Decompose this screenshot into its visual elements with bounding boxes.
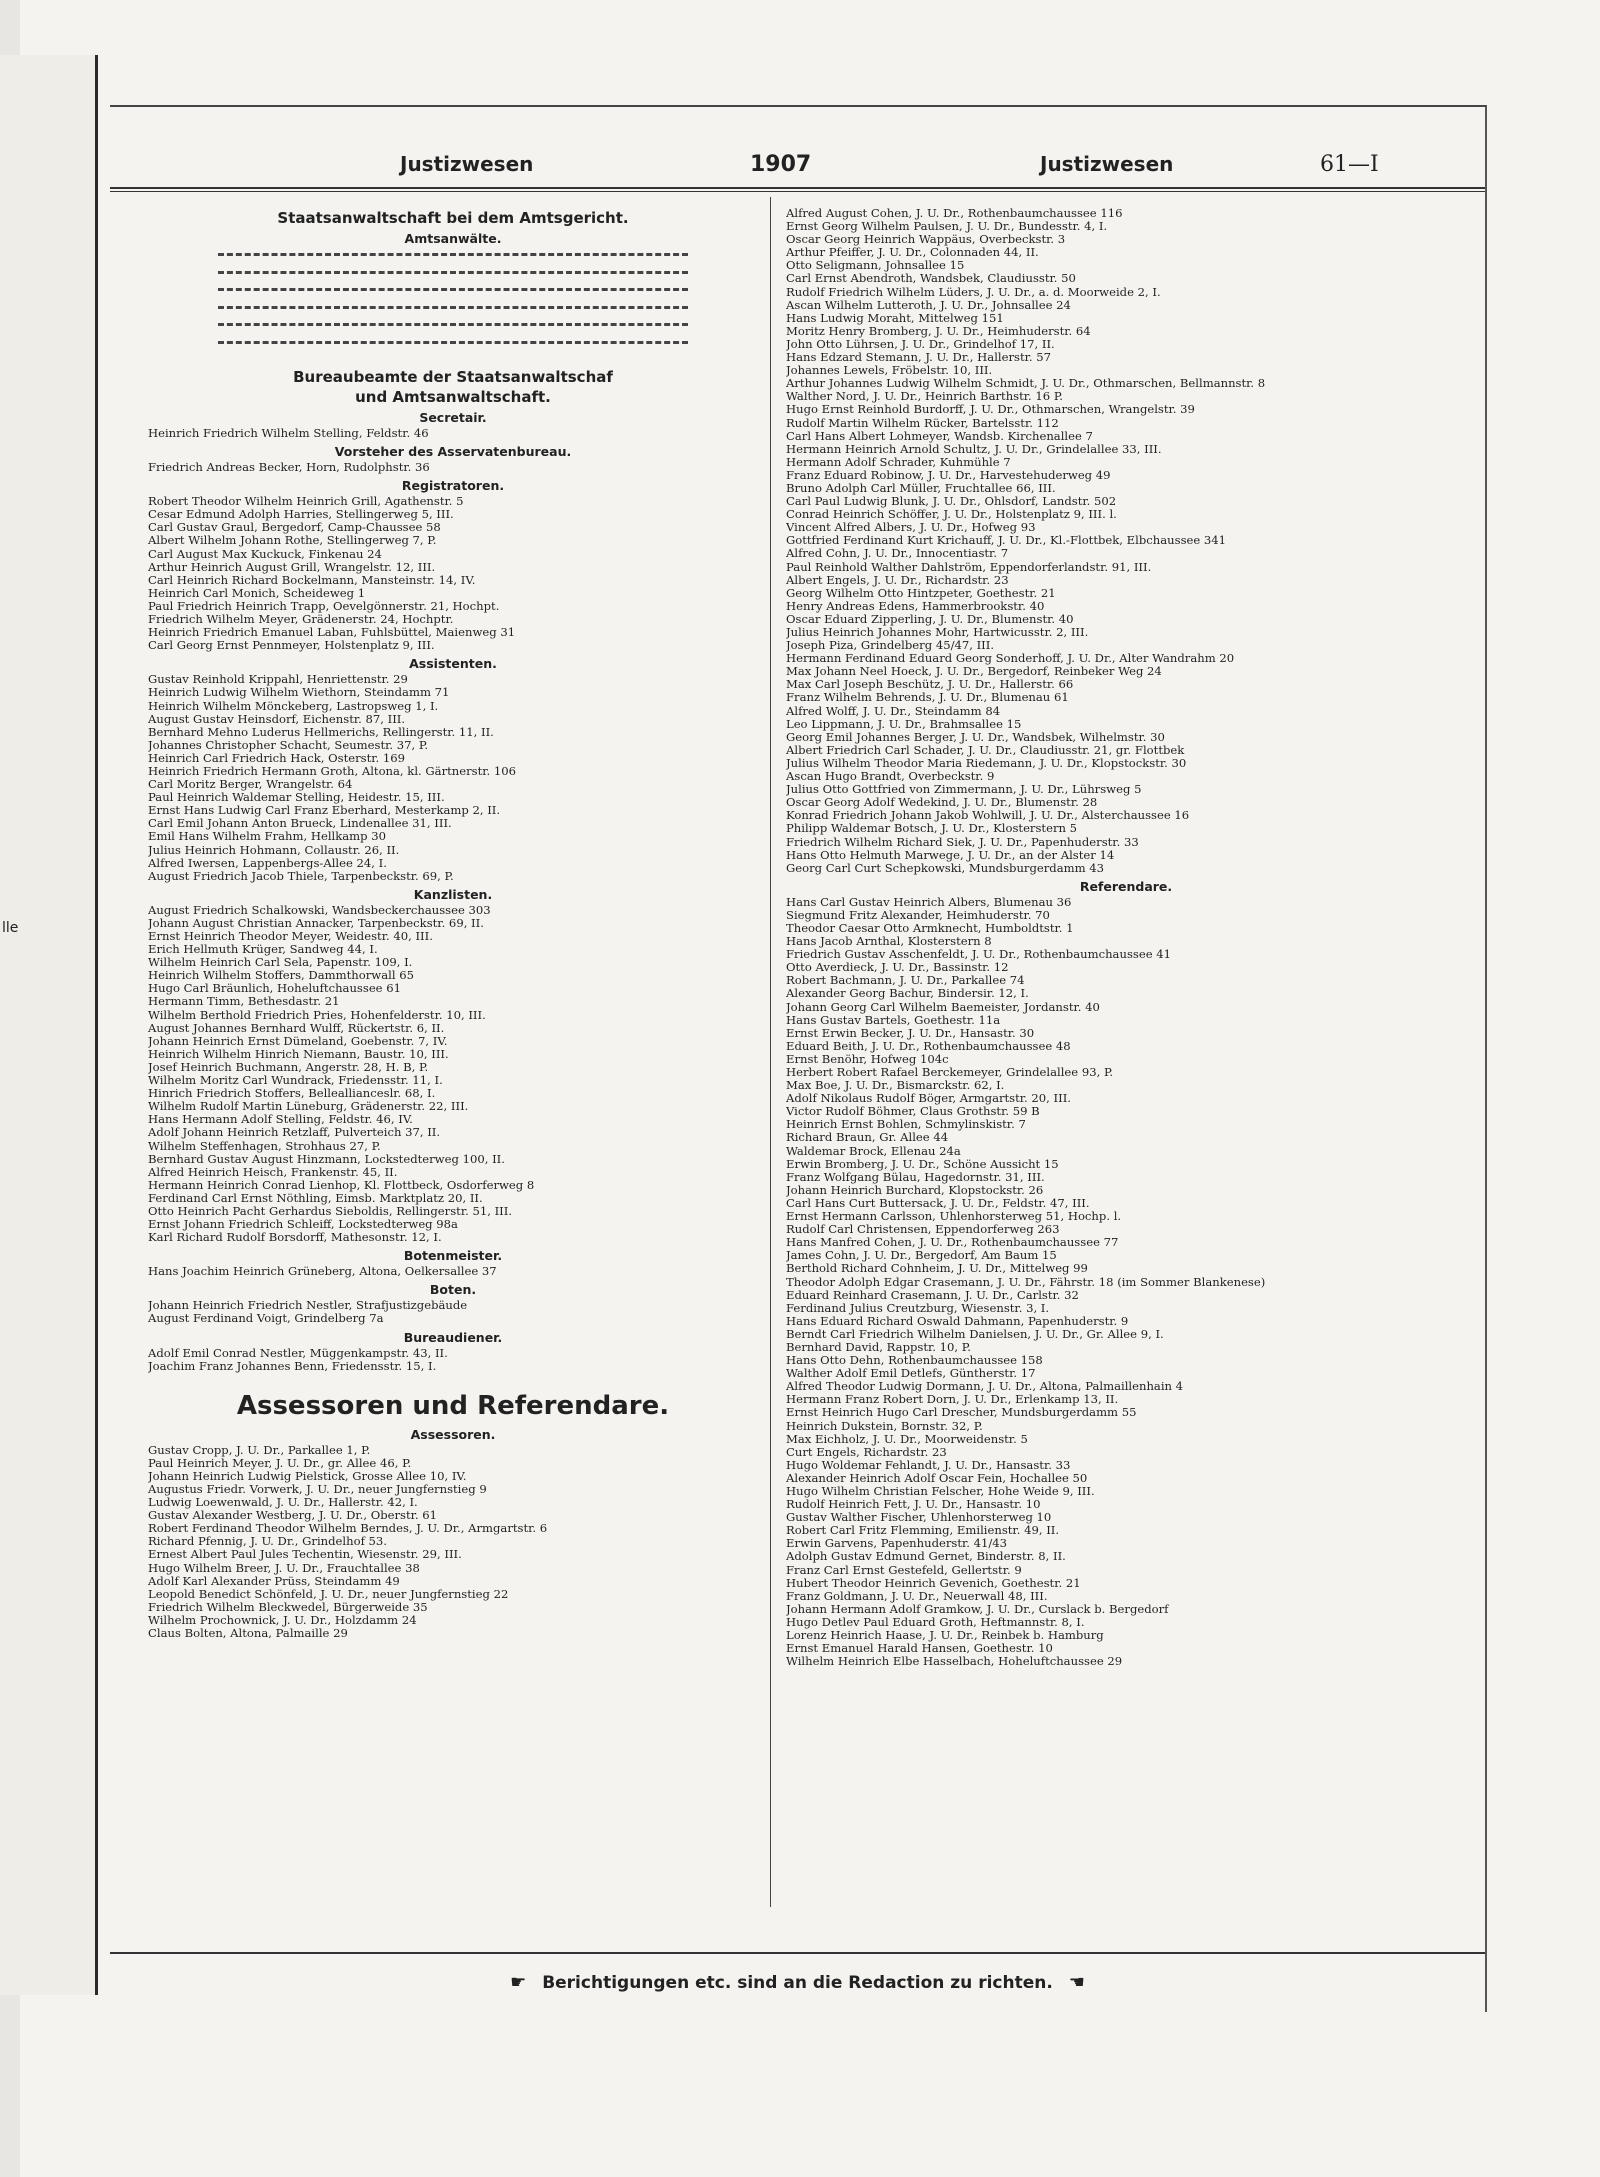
right-column — [786, 207, 1466, 1668]
header-left: Justizwesen — [400, 152, 534, 176]
list-item: Franz Wilhelm Behrends, J. U. Dr., Blumenau 61 — [786, 691, 1069, 705]
list-item: Georg Emil Johannes Berger, J. U. Dr., Wandsbek, Wilhelmstr. 30 — [786, 730, 1165, 744]
referendare-list — [786, 896, 1466, 1669]
list-item: Ascan Hugo Brandt, Overbeckstr. 9 — [786, 770, 995, 784]
list-item: Johann Heinrich Ludwig Pielstick, Grosse Allee 10, IV. — [148, 1469, 467, 1483]
list-item: Carl Moritz Berger, Wrangelstr. 64 — [148, 778, 353, 792]
vorsteher-list — [148, 461, 758, 474]
list-item: Ernst Heinrich Theodor Meyer, Weidestr. 40, III. — [148, 930, 433, 943]
list-item: Erich Hellmuth Krüger, Sandweg 44, I. — [148, 943, 378, 957]
list-item: Hans Otto Helmuth Marwege, J. U. Dr., an der Alster 14 — [786, 848, 1115, 862]
list-item: Wilhelm Berthold Friedrich Pries, Hohenfelderstr. 10, III. — [148, 1008, 486, 1022]
assistenten-list — [148, 673, 758, 883]
list-item: Carl August Max Kuckuck, Finkenau 24 — [148, 547, 382, 561]
list-item: Georg Carl Curt Schepkowski, Mundsburgerdamm 43 — [786, 861, 1105, 875]
subsection-title: Referendare. — [1079, 878, 1173, 894]
header-year: 1907 — [750, 152, 812, 177]
list-item: Heinrich Friedrich Wilhelm Stelling, Feldstr. 46 — [148, 427, 429, 440]
list-item: Hans Eduard Richard Oswald Dahmann, Papenhuderstr. 9 — [786, 1314, 1129, 1328]
subsection-title: Bureaudiener. — [403, 1329, 503, 1345]
list-item: Friedrich Wilhelm Richard Siek, J. U. Dr., Papenhuderstr. 33 — [786, 835, 1139, 849]
bureaudiener-list — [148, 1347, 758, 1373]
pointing-hand-icon: ☛ — [510, 1972, 527, 1993]
list-item: Walther Adolf Emil Detlefs, Güntherstr. 17 — [786, 1367, 1036, 1381]
list-item: Gustav Walther Fischer, Uhlenhorsterweg 10 — [786, 1511, 1052, 1525]
list-item: Albert Wilhelm Johann Rothe, Stellingerweg 7, P. — [148, 534, 437, 548]
list-item: Henry Andreas Edens, Hammerbrookstr. 40 — [786, 599, 1045, 613]
list-item: Bernhard Gustav August Hinzmann, Lockstedterweg 100, II. — [148, 1152, 505, 1166]
list-item: Hubert Theodor Heinrich Gevenich, Goethestr. 21 — [786, 1576, 1081, 1590]
section-title: Bureaubeamte der Staatsanwaltschaf — [293, 368, 613, 386]
list-item: Alexander Heinrich Adolf Oscar Fein, Hochallee 50 — [786, 1471, 1088, 1485]
list-item: Julius Heinrich Johannes Mohr, Hartwicusstr. 2, III. — [786, 626, 1089, 639]
list-item: Johann Heinrich Burchard, Klopstockstr. 26 — [786, 1183, 1044, 1197]
list-item: Gottfried Ferdinand Kurt Krichauff, J. U. Dr., Kl.-Flottbek, Elbchaussee 341 — [786, 534, 1227, 548]
list-item: Carl Gustav Graul, Bergedorf, Camp-Chaussee 58 — [148, 521, 441, 535]
list-item: Julius Heinrich Hohmann, Collaustr. 26, II. — [148, 843, 400, 857]
list-item: Heinrich Carl Friedrich Hack, Osterstr. 169 — [148, 751, 406, 765]
list-item: Hugo Wilhelm Breer, J. U. Dr., Frauchtallee 38 — [148, 1561, 420, 1575]
list-item: August Johannes Bernhard Wulff, Rückertstr. 6, II. — [148, 1021, 445, 1035]
subsection-title: Botenmeister. — [403, 1248, 503, 1264]
list-item: Paul Reinhold Walther Dahlström, Eppendorferlandstr. 91, III. — [786, 560, 1152, 574]
botenmeister-list — [148, 1265, 758, 1278]
subsection-title: Kanzlisten. — [413, 886, 493, 902]
list-item: Ascan Wilhelm Lutteroth, J. U. Dr., Johnsallee 24 — [786, 298, 1071, 312]
list-item: Claus Bolten, Altona, Palmaille 29 — [148, 1627, 348, 1641]
list-item: Hermann Franz Robert Dorn, J. U. Dr., Erlenkamp 13, II. — [786, 1393, 1119, 1407]
list-item: Johann August Christian Annacker, Tarpenbeckstr. 69, II. — [148, 916, 484, 930]
list-item: Paul Friedrich Heinrich Trapp, Oevelgönnerstr. 21, Hochpt. — [148, 599, 500, 613]
list-item: Carl Heinrich Richard Bockelmann, Mansteinstr. 14, IV. — [148, 573, 476, 587]
list-item: Ernst Benöhr, Hofweg 104c — [786, 1052, 949, 1066]
list-item: Otto Heinrich Pacht Gerhardus Sieboldis, Rellingerstr. 51, III. — [148, 1204, 513, 1218]
subsection-title: Vorsteher des Asservatenbureau. — [334, 444, 572, 460]
list-item: Adolf Emil Conrad Nestler, Müggenkampstr. 43, II. — [148, 1346, 448, 1360]
list-item: Heinrich Ernst Bohlen, Schmylinskistr. 7 — [786, 1118, 1026, 1132]
kanzlisten-list — [148, 904, 758, 1244]
list-item: Heinrich Dukstein, Bornstr. 32, P. — [786, 1419, 983, 1433]
list-item: Hans Edzard Stemann, J. U. Dr., Hallerstr. 57 — [786, 351, 1052, 365]
subsection-title: Assessoren. — [410, 1426, 496, 1442]
header-rule — [110, 187, 1485, 192]
list-item: Johann Hermann Adolf Gramkow, J. U. Dr., Curslack b. Bergedorf — [786, 1602, 1169, 1616]
list-item: Joseph Piza, Grindelberg 45/47, III. — [786, 639, 995, 653]
header-page-number: 61—I — [1320, 152, 1379, 177]
list-item: Gustav Cropp, J. U. Dr., Parkallee 1, P. — [148, 1443, 371, 1457]
list-item: Johann Heinrich Friedrich Nestler, Strafjustizgebäude — [148, 1299, 468, 1313]
list-item: Bernhard David, Rappstr. 10, P. — [786, 1340, 971, 1354]
list-item: Bruno Adolph Carl Müller, Fruchtallee 66, III. — [786, 481, 1056, 495]
chapter-title: Assessoren und Referendare. — [236, 1390, 670, 1421]
list-item: Paul Heinrich Waldemar Stelling, Heidestr. 15, III. — [148, 791, 445, 805]
list-item: Walther Nord, J. U. Dr., Heinrich Barthstr. 16 P. — [786, 390, 1063, 404]
list-item: Carl Georg Ernst Pennmeyer, Holstenplatz 9, III. — [148, 639, 435, 653]
list-item: Julius Wilhelm Theodor Maria Riedemann, J. U. Dr., Klopstockstr. 30 — [786, 756, 1187, 770]
boten-list — [148, 1299, 758, 1325]
list-item: Friedrich Andreas Becker, Horn, Rudolphstr. 36 — [148, 461, 430, 475]
list-item: James Cohn, J. U. Dr., Bergedorf, Am Baum 15 — [786, 1249, 1057, 1263]
list-item: Robert Ferdinand Theodor Wilhelm Berndes, J. U. Dr., Armgartstr. 6 — [148, 1522, 548, 1536]
list-item: Franz Carl Ernst Gestefeld, Gellertstr. 9 — [786, 1563, 1022, 1577]
list-item: Joachim Franz Johannes Benn, Friedensstr. 15, I. — [148, 1359, 437, 1373]
footer-notice — [110, 1972, 1485, 1993]
list-item: Theodor Caesar Otto Armknecht, Humboldtstr. 1 — [786, 921, 1074, 935]
pointing-hand-icon: ☚ — [1068, 1972, 1085, 1993]
list-item: Hugo Wilhelm Christian Felscher, Hohe Weide 9, III. — [786, 1485, 1095, 1498]
list-item: Leo Lippmann, J. U. Dr., Brahmsallee 15 — [786, 717, 1022, 731]
subsection-title: Registratoren. — [401, 478, 505, 494]
list-item: Hugo Ernst Reinhold Burdorff, J. U. Dr., Othmarschen, Wrangelstr. 39 — [786, 403, 1195, 417]
list-item: Hermann Ferdinand Eduard Georg Sonderhoff, J. U. Dr., Alter Wandrahm 20 — [786, 652, 1235, 666]
list-item: Adolph Gustav Edmund Gernet, Binderstr. 8, II. — [786, 1550, 1066, 1564]
list-item: Johann Georg Carl Wilhelm Baemeister, Jordanstr. 40 — [786, 1000, 1100, 1014]
registratoren-list — [148, 495, 758, 652]
list-item: Erwin Garvens, Papenhuderstr. 41/43 — [786, 1537, 1008, 1551]
list-item: Wilhelm Moritz Carl Wundrack, Friedensstr. 11, I. — [148, 1074, 443, 1088]
list-item: Berndt Carl Friedrich Wilhelm Danielsen, J. U. Dr., Gr. Allee 9, I. — [786, 1327, 1164, 1341]
list-item: Wilhelm Rudolf Martin Lüneburg, Grädenerstr. 22, III. — [148, 1100, 469, 1114]
assessoren-list — [148, 1444, 758, 1640]
list-item: Hans Otto Dehn, Rothenbaumchaussee 158 — [786, 1354, 1043, 1368]
list-item: Ernst Emanuel Harald Hansen, Goethestr. 10 — [786, 1642, 1053, 1656]
blank-dash-lines — [218, 253, 688, 358]
subsection-title: Assistenten. — [409, 656, 497, 672]
list-item: Oscar Georg Heinrich Wappäus, Overbeckstr. 3 — [786, 233, 1066, 247]
list-item: Alfred Iwersen, Lappenbergs-Allee 24, I. — [148, 856, 387, 870]
list-item: Georg Wilhelm Otto Hintzpeter, Goethestr. 21 — [786, 586, 1056, 600]
list-item: Hugo Detlev Paul Eduard Groth, Heftmannstr. 8, I. — [786, 1615, 1085, 1629]
list-item: Rudolf Martin Wilhelm Rücker, Bartelsstr. 112 — [786, 416, 1059, 430]
list-item: Herbert Robert Rafael Berckemeyer, Grindelallee 93, P. — [786, 1066, 1114, 1079]
list-item: Johann Heinrich Ernst Dümeland, Goebenstr. 7, IV. — [148, 1034, 448, 1048]
list-item: Victor Rudolf Böhmer, Claus Grothstr. 59 B — [786, 1105, 1040, 1119]
list-item: Hans Jacob Arnthal, Klosterstern 8 — [786, 935, 992, 949]
list-item: Hinrich Friedrich Stoffers, Belleallianceslr. 68, I. — [148, 1087, 436, 1101]
list-item: Rudolf Carl Christensen, Eppendorferweg 263 — [786, 1223, 1060, 1237]
list-item: Augustus Friedr. Vorwerk, J. U. Dr., neuer Jungfernstieg 9 — [148, 1483, 487, 1496]
list-item: Conrad Heinrich Schöffer, J. U. Dr., Holstenplatz 9, III. l. — [786, 508, 1117, 522]
list-item: Lorenz Heinrich Haase, J. U. Dr., Reinbek b. Hamburg — [786, 1629, 1104, 1643]
list-item: August Ferdinand Voigt, Grindelberg 7a — [148, 1312, 384, 1326]
section-title: Staatsanwaltschaft bei dem Amtsgericht. — [277, 209, 629, 227]
list-item: Hugo Carl Bräunlich, Hoheluftchaussee 61 — [148, 982, 401, 996]
list-item: Ernest Albert Paul Jules Techentin, Wiesenstr. 29, III. — [148, 1548, 462, 1562]
section-title: und Amtsanwaltschaft. — [355, 388, 551, 406]
list-item: Max Boe, J. U. Dr., Bismarckstr. 62, I. — [786, 1079, 1005, 1093]
list-item: Ernst Heinrich Hugo Carl Drescher, Mundsburgerdamm 55 — [786, 1406, 1137, 1420]
subsection-title: Secretair. — [419, 410, 487, 425]
list-item: Alexander Georg Bachur, Bindersir. 12, I. — [786, 987, 1029, 1001]
list-item: Friedrich Gustav Asschenfeldt, J. U. Dr., Rothenbaumchaussee 41 — [786, 948, 1171, 962]
list-item: Richard Pfennig, J. U. Dr., Grindelhof 53. — [148, 1535, 387, 1549]
list-item: Waldemar Brock, Ellenau 24a — [786, 1144, 961, 1158]
list-item: Karl Richard Rudolf Borsdorff, Mathesonstr. 12, I. — [148, 1231, 442, 1245]
list-item: Moritz Henry Bromberg, J. U. Dr., Heimhuderstr. 64 — [786, 324, 1091, 338]
list-item: Franz Goldmann, J. U. Dr., Neuerwall 48, III. — [786, 1589, 1048, 1603]
list-item: Johannes Christopher Schacht, Seumestr. 37, P. — [148, 738, 429, 752]
list-item: John Otto Lührsen, J. U. Dr., Grindelhof 17, II. — [786, 337, 1055, 351]
list-item: Hermann Heinrich Arnold Schultz, J. U. Dr., Grindelallee 33, III. — [786, 442, 1162, 456]
assessoren-continued-list — [786, 207, 1466, 875]
list-item: Robert Bachmann, J. U. Dr., Parkallee 74 — [786, 974, 1025, 988]
list-item: Arthur Johannes Ludwig Wilhelm Schmidt, J. U. Dr., Othmarschen, Bellmannstr. 8 — [786, 377, 1266, 391]
list-item: Ernst Johann Friedrich Schleiff, Lockstedterweg 98a — [148, 1218, 458, 1232]
list-item: Max Johann Neel Hoeck, J. U. Dr., Bergedorf, Reinbeker Weg 24 — [786, 665, 1162, 679]
list-item: Max Eichholz, J. U. Dr., Moorweidenstr. 5 — [786, 1432, 1028, 1446]
margin-fragment: lle — [2, 920, 19, 936]
list-item: Berthold Richard Cohnheim, J. U. Dr., Mittelweg 99 — [786, 1262, 1088, 1276]
list-item: Alfred Wolff, J. U. Dr., Steindamm 84 — [786, 704, 1001, 718]
list-item: Konrad Friedrich Johann Jakob Wohlwill, J. U. Dr., Alsterchaussee 16 — [786, 809, 1190, 823]
list-item: Heinrich Wilhelm Mönckeberg, Lastropsweg 1, I. — [148, 699, 439, 713]
list-item: August Friedrich Schalkowski, Wandsbeckerchaussee 303 — [148, 903, 491, 917]
list-item: Robert Carl Fritz Flemming, Emilienstr. 49, II. — [786, 1524, 1060, 1538]
list-item: Wilhelm Heinrich Carl Sela, Papenstr. 109, I. — [148, 956, 413, 970]
list-item: Franz Wolfgang Bülau, Hagedornstr. 31, III. — [786, 1170, 1045, 1184]
list-item: Hermann Adolf Schrader, Kuhmühle 7 — [786, 455, 1011, 469]
list-item: Cesar Edmund Adolph Harries, Stellingerweg 5, III. — [148, 508, 454, 522]
list-item: Hans Hermann Adolf Stelling, Feldstr. 46, IV. — [148, 1113, 413, 1127]
list-item: Carl Paul Ludwig Blunk, J. U. Dr., Ohlsdorf, Landstr. 502 — [786, 495, 1117, 509]
list-item: Johannes Lewels, Fröbelstr. 10, III. — [786, 364, 993, 378]
list-item: Carl Ernst Abendroth, Wandsbek, Claudiusstr. 50 — [786, 272, 1076, 286]
header-right: Justizwesen — [1040, 152, 1174, 176]
list-item: Albert Friedrich Carl Schader, J. U. Dr., Claudiusstr. 21, gr. Flottbek — [786, 743, 1185, 757]
list-item: Franz Eduard Robinow, J. U. Dr., Harvestehuderweg 49 — [786, 468, 1111, 482]
list-item: Albert Engels, J. U. Dr., Richardstr. 23 — [786, 573, 1009, 587]
list-item: Ferdinand Carl Ernst Nöthling, Eimsb. Marktplatz 20, II. — [148, 1191, 483, 1205]
list-item: Eduard Reinhard Crasemann, J. U. Dr., Carlstr. 32 — [786, 1288, 1079, 1302]
list-item: Adolf Nikolaus Rudolf Böger, Armgartstr. 20, III. — [786, 1092, 1071, 1106]
list-item: Heinrich Carl Monich, Scheideweg 1 — [148, 586, 366, 600]
list-item: Leopold Benedict Schönfeld, J. U. Dr., neuer Jungfernstieg 22 — [148, 1587, 509, 1601]
left-column — [148, 207, 758, 1640]
list-item: August Gustav Heinsdorf, Eichenstr. 87, III. — [148, 712, 406, 726]
list-item: Bernhard Mehno Luderus Hellmerichs, Rellingerstr. 11, II. — [148, 725, 494, 739]
list-item: Ernst Hermann Carlsson, Uhlenhorsterweg 51, Hochp. l. — [786, 1210, 1122, 1224]
list-item: Vincent Alfred Albers, J. U. Dr., Hofweg 93 — [786, 521, 1036, 535]
list-item: Emil Hans Wilhelm Frahm, Hellkamp 30 — [148, 830, 387, 844]
list-item: Richard Braun, Gr. Allee 44 — [786, 1131, 949, 1145]
list-item: Hans Carl Gustav Heinrich Albers, Blumenau 36 — [786, 895, 1072, 909]
list-item: Hans Manfred Cohen, J. U. Dr., Rothenbaumchaussee 77 — [786, 1236, 1119, 1250]
list-item: Ferdinand Julius Creutzburg, Wiesenstr. 3, I. — [786, 1301, 1050, 1315]
list-item: Alfred Heinrich Heisch, Frankenstr. 45, II. — [148, 1165, 398, 1179]
list-item: Ernst Hans Ludwig Carl Franz Eberhard, Mesterkamp 2, II. — [148, 804, 501, 818]
list-item: Hugo Woldemar Fehlandt, J. U. Dr., Hansastr. 33 — [786, 1458, 1071, 1472]
list-item: Adolf Johann Heinrich Retzlaff, Pulverteich 37, II. — [148, 1126, 441, 1140]
page — [110, 105, 1487, 2012]
list-item: Heinrich Wilhelm Stoffers, Dammthorwall 65 — [148, 969, 414, 983]
list-item: Arthur Pfeiffer, J. U. Dr., Colonnaden 44, II. — [786, 246, 1039, 260]
list-item: Otto Averdieck, J. U. Dr., Bassinstr. 12 — [786, 961, 1009, 975]
list-item: Alfred Theodor Ludwig Dormann, J. U. Dr., Altona, Palmaillenhain 4 — [786, 1380, 1184, 1394]
list-item: Siegmund Fritz Alexander, Heimhuderstr. 70 — [786, 908, 1050, 922]
facing-page-margin — [0, 55, 98, 1995]
list-item: Curt Engels, Richardstr. 23 — [786, 1445, 947, 1459]
list-item: Rudolf Heinrich Fett, J. U. Dr., Hansastr. 10 — [786, 1498, 1041, 1512]
list-item: Erwin Bromberg, J. U. Dr., Schöne Aussicht 15 — [786, 1157, 1059, 1171]
list-item: Alfred August Cohen, J. U. Dr., Rothenbaumchaussee 116 — [786, 207, 1123, 220]
list-item: Philipp Waldemar Botsch, J. U. Dr., Klosterstern 5 — [786, 822, 1078, 836]
section-subtitle: Amtsanwälte. — [404, 231, 502, 246]
list-item: Alfred Cohn, J. U. Dr., Innocentiastr. 7 — [786, 547, 1009, 561]
list-item: Heinrich Friedrich Emanuel Laban, Fuhlsbüttel, Maienweg 31 — [148, 626, 516, 640]
list-item: Hans Gustav Bartels, Goethestr. 11a — [786, 1013, 1001, 1027]
list-item: Ernst Erwin Becker, J. U. Dr., Hansastr. 30 — [786, 1026, 1035, 1040]
list-item: Hermann Heinrich Conrad Lienhop, Kl. Flottbeck, Osdorferweg 8 — [148, 1178, 535, 1192]
list-item: Theodor Adolph Edgar Crasemann, J. U. Dr., Fährstr. 18 (im Sommer Blankenese) — [786, 1275, 1266, 1289]
list-item: Wilhelm Heinrich Elbe Hasselbach, Hoheluftchaussee 29 — [786, 1655, 1123, 1669]
list-item: Max Carl Joseph Beschütz, J. U. Dr., Hallerstr. 66 — [786, 678, 1074, 692]
list-item: Heinrich Friedrich Hermann Groth, Altona, kl. Gärtnerstr. 106 — [148, 764, 517, 778]
list-item: Gustav Reinhold Krippahl, Henriettenstr. 29 — [148, 673, 408, 687]
list-item: Carl Emil Johann Anton Brueck, Lindenallee 31, III. — [148, 817, 452, 831]
list-item: Oscar Eduard Zipperling, J. U. Dr., Blumenstr. 40 — [786, 612, 1074, 626]
list-item: Rudolf Friedrich Wilhelm Lüders, J. U. Dr., a. d. Moorweide 2, I. — [786, 285, 1161, 299]
footer-rule — [110, 1952, 1485, 1954]
list-item: Gustav Alexander Westberg, J. U. Dr., Oberstr. 61 — [148, 1509, 438, 1523]
list-item: Adolf Karl Alexander Prüss, Steindamm 49 — [148, 1574, 400, 1588]
list-item: Arthur Heinrich August Grill, Wrangelstr. 12, III. — [148, 560, 436, 574]
list-item: Friedrich Wilhelm Bleckwedel, Bürgerweide 35 — [148, 1600, 428, 1614]
footer-text: Berichtigungen etc. sind an die Redaction zu richten. — [542, 1973, 1053, 1993]
list-item: Ernst Georg Wilhelm Paulsen, J. U. Dr., Bundesstr. 4, I. — [786, 220, 1108, 234]
list-item: Friedrich Wilhelm Meyer, Grädenerstr. 24, Hochptr. — [148, 613, 454, 627]
list-item: Julius Otto Gottfried von Zimmermann, J. U. Dr., Lührsweg 5 — [786, 783, 1142, 797]
list-item: Hermann Timm, Bethesdastr. 21 — [148, 995, 340, 1009]
running-header — [110, 152, 1485, 182]
list-item: Carl Hans Albert Lohmeyer, Wandsb. Kirchenallee 7 — [786, 429, 1093, 443]
list-item: Heinrich Wilhelm Hinrich Niemann, Baustr. 10, III. — [148, 1047, 449, 1061]
list-item: Ludwig Loewenwald, J. U. Dr., Hallerstr. 42, I. — [148, 1496, 418, 1510]
list-item: Josef Heinrich Buchmann, Angerstr. 28, H. B, P. — [148, 1060, 429, 1074]
subsection-title: Boten. — [429, 1282, 477, 1298]
list-item: Otto Seligmann, Johnsallee 15 — [786, 259, 965, 273]
list-item: Paul Heinrich Meyer, J. U. Dr., gr. Allee 46, P. — [148, 1456, 412, 1470]
secretair-list — [148, 427, 758, 440]
list-item: Eduard Beith, J. U. Dr., Rothenbaumchaussee 48 — [786, 1039, 1071, 1053]
list-item: Hans Joachim Heinrich Grüneberg, Altona, Oelkersallee 37 — [148, 1265, 497, 1279]
list-item: Hans Ludwig Moraht, Mittelweg 151 — [786, 311, 1004, 325]
column-divider — [770, 197, 771, 1907]
list-item: Heinrich Ludwig Wilhelm Wiethorn, Steindamm 71 — [148, 686, 450, 700]
list-item: Wilhelm Steffenhagen, Strohhaus 27, P. — [148, 1139, 381, 1153]
list-item: Carl Hans Curt Buttersack, J. U. Dr., Feldstr. 47, III. — [786, 1196, 1090, 1210]
list-item: Robert Theodor Wilhelm Heinrich Grill, Agathenstr. 5 — [148, 495, 464, 509]
list-item: August Friedrich Jacob Thiele, Tarpenbeckstr. 69, P. — [148, 869, 454, 883]
list-item: Oscar Georg Adolf Wedekind, J. U. Dr., Blumenstr. 28 — [786, 796, 1098, 810]
list-item: Wilhelm Prochownick, J. U. Dr., Holzdamm 24 — [148, 1613, 417, 1627]
